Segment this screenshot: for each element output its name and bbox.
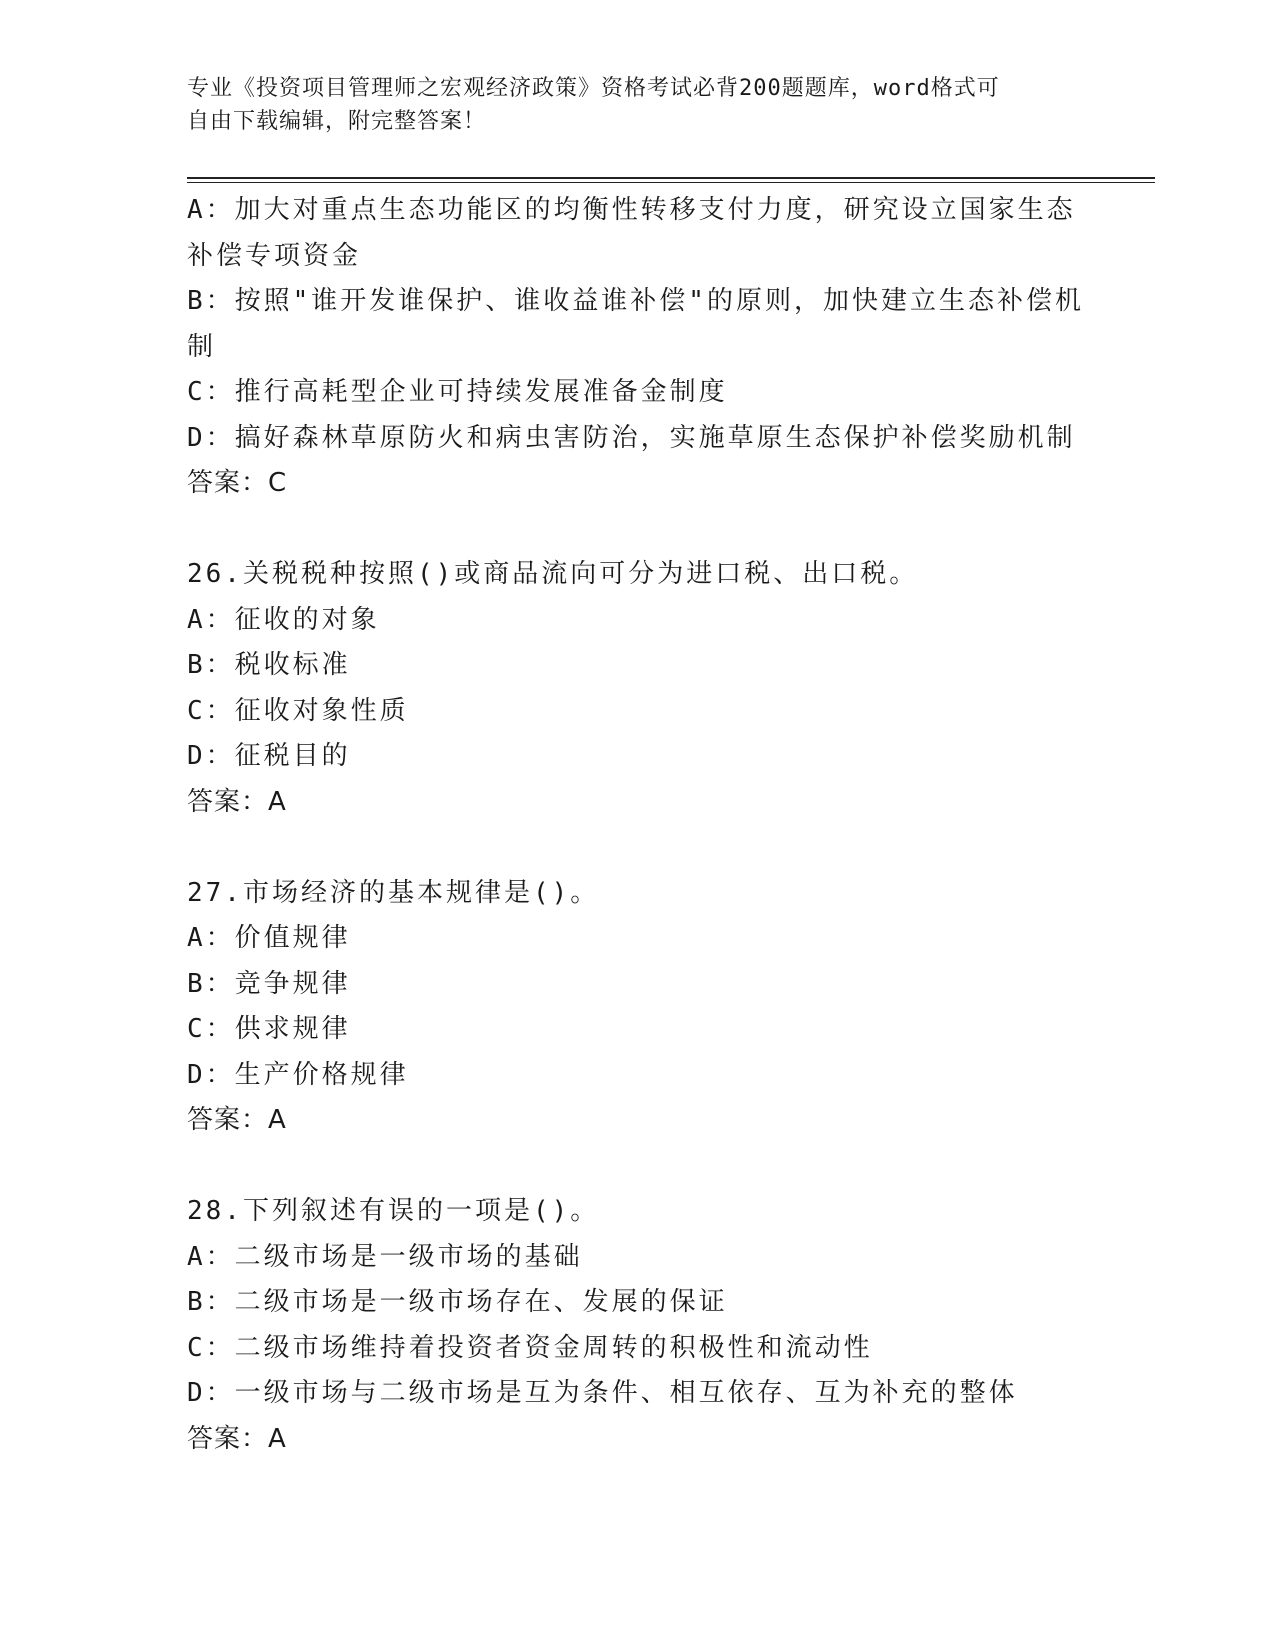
question-26 xyxy=(187,552,1087,825)
answer: 答案：A xyxy=(187,786,287,817)
header-divider-thick xyxy=(187,177,1155,179)
question-28 xyxy=(187,1189,1087,1462)
question-stem: 26.关税税种按照()或商品流向可分为进口税、出口税。 xyxy=(187,559,919,589)
option-a: A：二级市场是一级市场的基础 xyxy=(187,1241,583,1272)
header-line-2: 自由下载编辑，附完整答案！ xyxy=(187,109,487,134)
answer: 答案：C xyxy=(187,468,288,498)
question-list xyxy=(187,188,1087,1462)
question-27 xyxy=(187,871,1087,1144)
option-b: B：二级市场是一级市场存在、发展的保证 xyxy=(187,1287,728,1317)
option-b-line-2: 制 xyxy=(187,331,217,362)
option-c: C：二级市场维持着投资者资金周转的积极性和流动性 xyxy=(187,1332,873,1363)
question-stem: 27.市场经济的基本规律是()。 xyxy=(187,877,600,908)
option-a-line-1: A：加大对重点生态功能区的均衡性转移支付力度，研究设立国家生态 xyxy=(187,195,1076,225)
option-d: D：征税目的 xyxy=(187,741,351,771)
header-line-1: 专业《投资项目管理师之宏观经济政策》资格考试必背200题题库，word格式可 xyxy=(187,76,1000,101)
document-header xyxy=(187,72,1087,138)
option-c: C：推行高耗型企业可持续发展准备金制度 xyxy=(187,377,728,407)
question-25-continued xyxy=(187,188,1087,507)
option-b: B：竞争规律 xyxy=(187,968,351,999)
answer: 答案：A xyxy=(187,1423,287,1454)
option-a-line-2: 补偿专项资金 xyxy=(187,240,362,271)
answer: 答案：A xyxy=(187,1105,287,1135)
spacer xyxy=(187,825,1087,871)
option-c: C：供求规律 xyxy=(187,1014,351,1044)
header-divider-thin xyxy=(187,182,1155,183)
spacer xyxy=(187,1144,1087,1190)
question-stem: 28.下列叙述有误的一项是()。 xyxy=(187,1196,600,1226)
option-b: B：税收标准 xyxy=(187,650,351,680)
option-a: A：价值规律 xyxy=(187,923,351,953)
option-d: D：一级市场与二级市场是互为条件、相互依存、互为补充的整体 xyxy=(187,1378,1018,1408)
spacer xyxy=(187,507,1087,553)
option-d: D：生产价格规律 xyxy=(187,1059,409,1090)
option-a: A：征收的对象 xyxy=(187,604,380,635)
option-c: C：征收对象性质 xyxy=(187,695,409,726)
option-d: D：搞好森林草原防火和病虫害防治，实施草原生态保护补偿奖励机制 xyxy=(187,422,1076,453)
option-b-line-1: B：按照"谁开发谁保护、谁收益谁补偿"的原则，加快建立生态补偿机 xyxy=(187,286,1084,316)
